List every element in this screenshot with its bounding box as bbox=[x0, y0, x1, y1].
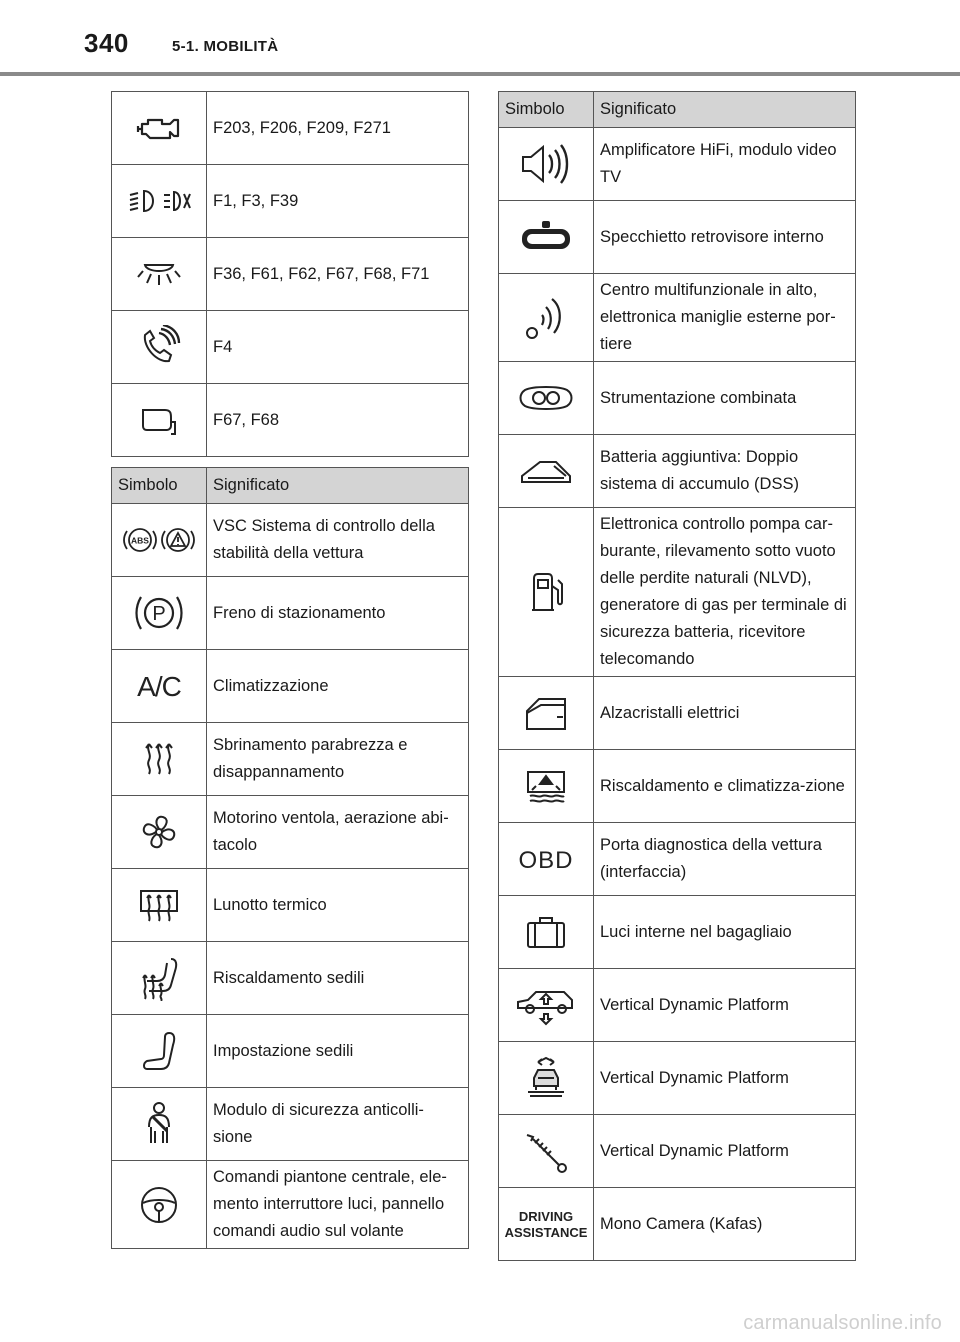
table-row bbox=[499, 1042, 856, 1115]
fuel-pump-icon bbox=[499, 508, 594, 677]
table-row bbox=[499, 750, 856, 823]
header-divider bbox=[0, 72, 960, 76]
engine-icon bbox=[112, 92, 207, 165]
table-cell-text: Motorino ventola, aerazione abi-tacolo bbox=[207, 796, 469, 869]
gauge-cluster-icon bbox=[499, 362, 594, 435]
watermark: carmanualsonline.info bbox=[743, 1312, 942, 1334]
column-header-symbol: Simbolo bbox=[499, 92, 594, 128]
symbol-table-right bbox=[498, 91, 856, 1261]
car-height-icon bbox=[499, 969, 594, 1042]
window-icon bbox=[499, 677, 594, 750]
table-row bbox=[499, 677, 856, 750]
page-number: 340 bbox=[84, 28, 129, 58]
table-cell-text: Modulo di sicurezza anticolli-sione bbox=[207, 1088, 469, 1161]
table-row bbox=[112, 504, 469, 577]
shock-absorber-icon bbox=[499, 1115, 594, 1188]
table-cell-text: Riscaldamento e climatizza-zione bbox=[594, 750, 856, 823]
abs-vsc-icon bbox=[112, 504, 207, 577]
driving-assistance-icon bbox=[499, 1188, 594, 1261]
phone-icon bbox=[112, 311, 207, 384]
table-cell-text: Mono Camera (Kafas) bbox=[594, 1188, 856, 1261]
battery-icon bbox=[499, 435, 594, 508]
table-row bbox=[499, 1188, 856, 1261]
table-row bbox=[112, 1015, 469, 1088]
table-header-row bbox=[499, 92, 856, 128]
table-cell-text: Freno di stazionamento bbox=[207, 577, 469, 650]
table-row bbox=[112, 1088, 469, 1161]
table-row bbox=[499, 969, 856, 1042]
table-cell-text: Lunotto termico bbox=[207, 869, 469, 942]
obd-icon-label: OBD bbox=[518, 847, 574, 874]
table-cell-text: Porta diagnostica della vettura (interfaccia) bbox=[594, 823, 856, 896]
table-cell-text: F203, F206, F209, F271 bbox=[207, 92, 469, 165]
climate-icon bbox=[499, 750, 594, 823]
ac-icon bbox=[112, 650, 207, 723]
seatbelt-icon bbox=[112, 1088, 207, 1161]
seat-icon bbox=[112, 1015, 207, 1088]
table-row bbox=[499, 1115, 856, 1188]
table-row bbox=[112, 796, 469, 869]
table-cell-text: Vertical Dynamic Platform bbox=[594, 969, 856, 1042]
svg-text:P: P bbox=[152, 603, 166, 625]
ac-icon-label: A/C bbox=[137, 671, 181, 702]
mirror-icon bbox=[112, 384, 207, 457]
table-row bbox=[112, 577, 469, 650]
speaker-icon bbox=[499, 128, 594, 201]
table-row bbox=[499, 274, 856, 362]
table-row bbox=[112, 92, 469, 165]
column-header-meaning: Significato bbox=[594, 92, 856, 128]
table-row bbox=[499, 508, 856, 677]
table-cell-text: Vertical Dynamic Platform bbox=[594, 1042, 856, 1115]
table-row bbox=[499, 128, 856, 201]
table-row bbox=[112, 384, 469, 457]
table-cell-text: Strumentazione combinata bbox=[594, 362, 856, 435]
table-cell-text: Centro multifunzionale in alto, elettronica maniglie esterne por-tiere bbox=[594, 274, 856, 362]
table-row bbox=[112, 723, 469, 796]
driving-assistance-label-2: ASSISTANCE bbox=[504, 1225, 588, 1240]
headlight-foglight-icon bbox=[112, 165, 207, 238]
table-row bbox=[112, 869, 469, 942]
table-cell-text: Amplificatore HiFi, modulo video TV bbox=[594, 128, 856, 201]
luggage-icon bbox=[499, 896, 594, 969]
table-row bbox=[112, 238, 469, 311]
seat-heater-icon bbox=[112, 942, 207, 1015]
section-title: 5-1. MOBILITÀ bbox=[172, 38, 279, 55]
table-cell-text: VSC Sistema di controllo della stabilità della vettura bbox=[207, 504, 469, 577]
table-cell-text: Elettronica controllo pompa car-burante, rilevamento sotto vuoto delle perdite naturali (NLVD), generatore di gas per terminale di sicurezza batteria, ricevitore telecomando bbox=[594, 508, 856, 677]
table-cell-text: Comandi piantone centrale, ele-mento interruttore luci, pannello comandi audio sul volante bbox=[207, 1161, 469, 1249]
table-cell-text: Climatizzazione bbox=[207, 650, 469, 723]
steering-wheel-icon bbox=[112, 1161, 207, 1249]
svg-text:ABS: ABS bbox=[131, 535, 149, 546]
table-cell-text: F36, F61, F62, F67, F68, F71 bbox=[207, 238, 469, 311]
table-row bbox=[112, 1161, 469, 1249]
table-row bbox=[112, 650, 469, 723]
obd-icon bbox=[499, 823, 594, 896]
table-cell-text: Impostazione sedili bbox=[207, 1015, 469, 1088]
table-cell-text: Batteria aggiuntiva: Doppio sistema di accumulo (DSS) bbox=[594, 435, 856, 508]
table-header-row bbox=[112, 468, 469, 504]
rearview-mirror-icon bbox=[499, 201, 594, 274]
driving-assistance-label-1: DRIVING bbox=[518, 1209, 574, 1224]
table-cell-text: Sbrinamento parabrezza e disappannamento bbox=[207, 723, 469, 796]
fan-icon bbox=[112, 796, 207, 869]
defrost-icon bbox=[112, 723, 207, 796]
signal-icon bbox=[499, 274, 594, 362]
column-header-symbol: Simbolo bbox=[112, 468, 207, 504]
table-row bbox=[499, 435, 856, 508]
table-cell-text: Riscaldamento sedili bbox=[207, 942, 469, 1015]
symbol-table-bottom-left bbox=[111, 467, 469, 1249]
table-cell-text: Luci interne nel bagagliaio bbox=[594, 896, 856, 969]
table-row bbox=[112, 311, 469, 384]
table-row bbox=[499, 201, 856, 274]
interior-light-icon bbox=[112, 238, 207, 311]
table-cell-text: F4 bbox=[207, 311, 469, 384]
table-row bbox=[112, 942, 469, 1015]
table-row bbox=[499, 362, 856, 435]
parking-brake-icon bbox=[112, 577, 207, 650]
table-row bbox=[499, 896, 856, 969]
column-header-meaning: Significato bbox=[207, 468, 469, 504]
table-row bbox=[499, 823, 856, 896]
fuse-symbol-table-top-left bbox=[111, 91, 469, 457]
rear-defrost-icon bbox=[112, 869, 207, 942]
table-cell-text: F1, F3, F39 bbox=[207, 165, 469, 238]
car-front-icon bbox=[499, 1042, 594, 1115]
table-cell-text: F67, F68 bbox=[207, 384, 469, 457]
table-cell-text: Vertical Dynamic Platform bbox=[594, 1115, 856, 1188]
table-row bbox=[112, 165, 469, 238]
table-cell-text: Alzacristalli elettrici bbox=[594, 677, 856, 750]
table-cell-text: Specchietto retrovisore interno bbox=[594, 201, 856, 274]
